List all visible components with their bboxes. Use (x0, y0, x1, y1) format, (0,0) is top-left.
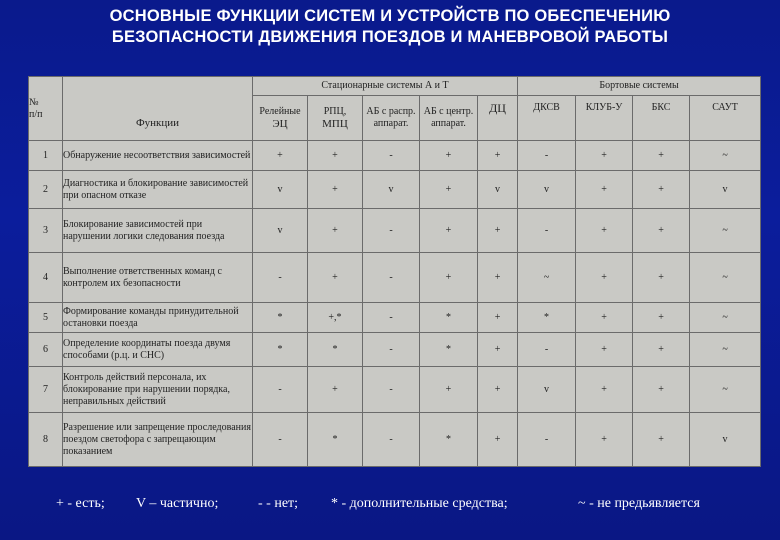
subheader-cell (518, 96, 576, 141)
value-cell: ~ (690, 209, 761, 253)
header-number (29, 77, 63, 141)
value-cell: + (308, 141, 363, 171)
value-cell: v (690, 413, 761, 467)
value-cell: + (308, 253, 363, 303)
value-cell: ~ (690, 333, 761, 367)
value-cell: + (576, 303, 633, 333)
value-cell: v (363, 171, 420, 209)
subheader-cell (690, 96, 761, 141)
legend-not-required: ~ - не предьявляется (578, 496, 700, 511)
page-title-line-1: ОСНОВНЫЕ ФУНКЦИИ СИСТЕМ И УСТРОЙСТВ ПО ОБЕСПЕЧЕНИЮ (109, 7, 671, 25)
subheader-cell (478, 96, 518, 141)
subheader-cell (576, 96, 633, 141)
value-cell: - (363, 413, 420, 467)
value-cell: v (253, 209, 308, 253)
subheader-line-2: аппарат. (373, 118, 409, 129)
value-cell: * (253, 303, 308, 333)
value-cell: + (633, 209, 690, 253)
header-onboard-systems: Бортовые системы (518, 77, 761, 96)
value-cell: + (420, 253, 478, 303)
value-cell: + (308, 367, 363, 413)
subheader-line-1: ДКСВ (533, 102, 560, 113)
value-cell: ~ (690, 253, 761, 303)
value-cell: + (478, 141, 518, 171)
header-functions (63, 77, 253, 141)
table-body (29, 141, 761, 467)
value-cell: + (420, 367, 478, 413)
value-cell: + (633, 171, 690, 209)
subheader-line-1: КЛУБ-У (585, 102, 623, 113)
value-cell: + (478, 413, 518, 467)
value-cell: - (518, 333, 576, 367)
value-cell: - (518, 141, 576, 171)
table-row (29, 367, 761, 413)
subheader-cell (420, 96, 478, 141)
value-cell: + (576, 171, 633, 209)
row-number: 4 (29, 253, 63, 303)
subheader-line-2: аппарат. (431, 118, 466, 129)
table-row (29, 209, 761, 253)
subheader-line-1: Релейные (259, 106, 301, 117)
value-cell: v (518, 367, 576, 413)
value-cell: v (253, 171, 308, 209)
value-cell: + (633, 333, 690, 367)
value-cell: - (363, 253, 420, 303)
legend-yes: + - есть; (56, 496, 105, 511)
header-number-line-2: п/п (29, 108, 43, 120)
table-row (29, 141, 761, 171)
subheader-cell (633, 96, 690, 141)
value-cell: + (633, 367, 690, 413)
value-cell: - (253, 413, 308, 467)
value-cell: + (576, 333, 633, 367)
value-cell: - (363, 209, 420, 253)
value-cell: v (518, 171, 576, 209)
value-cell: - (363, 141, 420, 171)
legend-extra: * - дополнительные средства; (331, 496, 508, 511)
value-cell: + (478, 303, 518, 333)
value-cell: + (308, 209, 363, 253)
value-cell: + (478, 333, 518, 367)
row-number: 1 (29, 141, 63, 171)
row-function: Блокирование зависимостей при нарушении логики следования поезда (63, 209, 253, 253)
row-function: Формирование команды принудительной остановки поезда (63, 303, 253, 333)
header-functions-label: Функции (135, 116, 180, 129)
value-cell: * (420, 413, 478, 467)
value-cell: + (633, 303, 690, 333)
row-number: 6 (29, 333, 63, 367)
row-function: Диагностика и блокирование зависимостей при опасном отказе (63, 171, 253, 209)
value-cell: + (478, 253, 518, 303)
value-cell: * (308, 333, 363, 367)
value-cell: ~ (690, 367, 761, 413)
row-function: Определение координаты поезда двумя способами (р.ц. и СНС) (63, 333, 253, 367)
legend-partial: V – частично; (136, 496, 219, 511)
value-cell: * (420, 303, 478, 333)
value-cell: + (576, 253, 633, 303)
subheader-line-1: БКС (651, 102, 671, 113)
row-number: 5 (29, 303, 63, 333)
header-stationary-systems: Стационарные системы А и Т (253, 77, 518, 96)
value-cell: + (633, 141, 690, 171)
value-cell: + (478, 209, 518, 253)
legend-no: - - нет; (258, 496, 299, 511)
subheader-cell (363, 96, 420, 141)
row-number: 3 (29, 209, 63, 253)
row-function: Обнаружение несоответствия зависимостей (63, 141, 253, 171)
value-cell: + (308, 171, 363, 209)
value-cell: +,* (308, 303, 363, 333)
value-cell: * (253, 333, 308, 367)
table-row (29, 303, 761, 333)
functions-table (28, 76, 761, 467)
value-cell: + (576, 141, 633, 171)
value-cell: - (253, 367, 308, 413)
subheader-line-1: РПЦ, (323, 106, 347, 117)
table-row (29, 413, 761, 467)
value-cell: * (308, 413, 363, 467)
value-cell: + (576, 413, 633, 467)
value-cell: + (420, 209, 478, 253)
table-row (29, 171, 761, 209)
value-cell: - (363, 367, 420, 413)
header-number-line-1: № (29, 96, 39, 108)
row-number: 8 (29, 413, 63, 467)
table-row (29, 333, 761, 367)
page-title (0, 6, 780, 48)
value-cell: - (363, 333, 420, 367)
value-cell: * (420, 333, 478, 367)
value-cell: + (576, 367, 633, 413)
value-cell: + (253, 141, 308, 171)
row-function: Разрешение или запрещение проследования поездом светофора с запрещающим показанием (63, 413, 253, 467)
subheader-line-2: МПЦ (322, 118, 348, 130)
value-cell: - (518, 413, 576, 467)
value-cell: ~ (690, 141, 761, 171)
row-number: 2 (29, 171, 63, 209)
value-cell: + (576, 209, 633, 253)
value-cell: - (363, 303, 420, 333)
subheader-cell (308, 96, 363, 141)
row-function: Контроль действий персонала, их блокирование при нарушении порядка, неправильных действий (63, 367, 253, 413)
table-row (29, 253, 761, 303)
subheader-line-1: АБ с распр. (366, 106, 416, 117)
value-cell: ~ (690, 303, 761, 333)
row-function: Выполнение ответственных команд с контролем их безопасности (63, 253, 253, 303)
value-cell: - (253, 253, 308, 303)
value-cell: + (633, 253, 690, 303)
legend (0, 496, 780, 520)
row-number: 7 (29, 367, 63, 413)
subheader-line-1: САУТ (712, 102, 738, 113)
value-cell: + (420, 141, 478, 171)
subheader-line-2: ЭЦ (272, 118, 288, 130)
value-cell: * (518, 303, 576, 333)
page-title-line-2: БЕЗОПАСНОСТИ ДВИЖЕНИЯ ПОЕЗДОВ И МАНЕВРОВОЙ РАБОТЫ (111, 28, 669, 46)
value-cell: ~ (518, 253, 576, 303)
subheader-cell (253, 96, 308, 141)
value-cell: + (633, 413, 690, 467)
value-cell: + (420, 171, 478, 209)
value-cell: + (478, 367, 518, 413)
value-cell: v (478, 171, 518, 209)
value-cell: - (518, 209, 576, 253)
subheader-line-1: АБ с центр. (423, 106, 474, 117)
value-cell: v (690, 171, 761, 209)
subheader-line-1: ДЦ (489, 101, 506, 115)
